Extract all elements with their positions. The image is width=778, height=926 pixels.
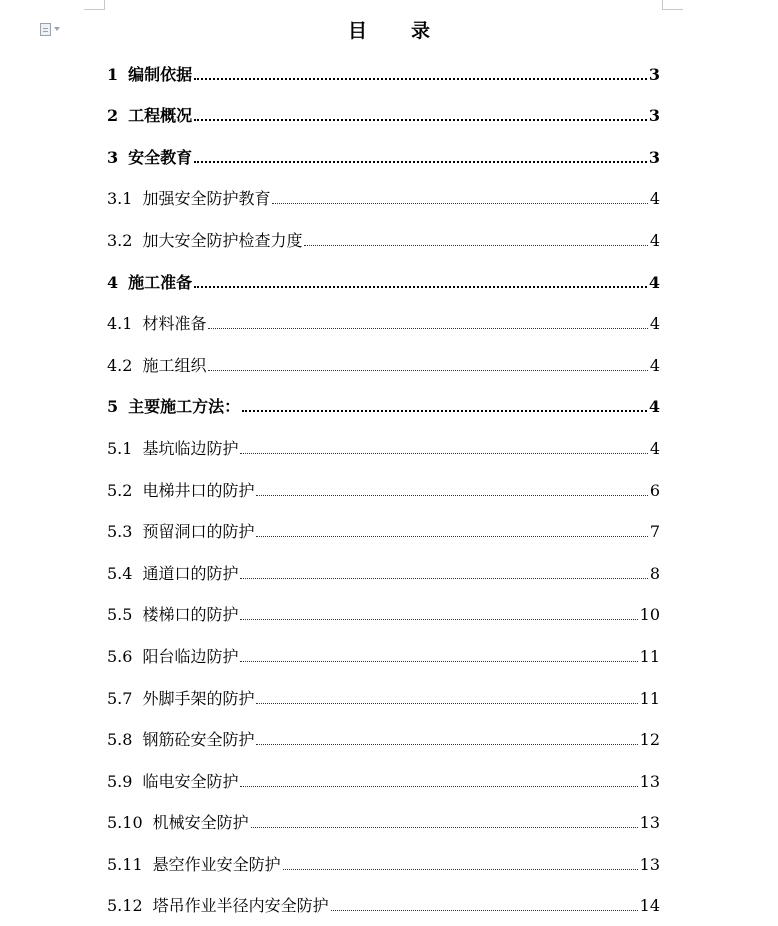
toc-entry[interactable] [107,757,660,799]
toc-entry-title: 悬空作业安全防护 [152,854,281,874]
toc-dot-leader [256,495,647,496]
toc-entry[interactable] [107,508,660,550]
toc-entry[interactable] [107,716,660,758]
toc-entry-number: 5.10 [107,813,143,833]
toc-entry-title: 施工准备 [128,272,193,292]
toc-entry-page: 4 [649,355,660,375]
toc-entry-title: 加强安全防护教育 [142,189,271,209]
toc-entry-page: 4 [648,272,660,292]
toc-entry-title: 临电安全防护 [142,771,239,791]
toc-entry[interactable] [107,258,660,300]
toc-dot-leader [272,203,647,204]
toc-dot-leader [208,328,647,329]
toc-entry-number: 5.5 [107,605,133,625]
toc-entry-page: 12 [639,730,660,750]
toc-dot-leader [194,161,647,163]
toc-entry-number: 5.4 [107,563,133,583]
toc-entry-number: 5.7 [107,688,133,708]
toc-entry-title: 楼梯口的防护 [142,605,239,625]
toc-dot-leader [240,453,647,454]
toc-entry-number: 3 [107,147,119,167]
toc-entry-page: 7 [649,522,660,542]
toc-dot-leader [240,578,647,579]
toc-entry-title: 加大安全防护检查力度 [142,230,303,250]
toc-entry-page: 11 [639,646,660,666]
toc-entry-number: 5.1 [107,438,133,458]
toc-dot-leader [256,703,637,704]
toc-dot-leader [283,869,638,870]
toc-entry[interactable] [107,175,660,217]
toc-entry-title: 塔吊作业半径内安全防护 [152,896,329,916]
toc-entry-number: 5.12 [107,896,143,916]
toc-entry-title: 阳台临边防护 [142,646,239,666]
toc-dot-leader [331,910,638,911]
toc-entry-number: 5.6 [107,646,133,666]
toc-entry[interactable] [107,424,660,466]
toc-entry[interactable] [107,674,660,716]
toc-dot-leader [256,744,637,745]
toc-entry-number: 3.2 [107,230,133,250]
toc-entry-page: 10 [639,605,660,625]
toc-entry-title: 基坑临边防护 [142,438,239,458]
toc-entry-page: 4 [649,230,660,250]
page-title [0,16,778,43]
toc-entry-page: 13 [639,813,660,833]
toc-entry-page: 3 [648,147,660,167]
toc-entry-title: 材料准备 [142,314,207,334]
toc-entry-page: 4 [649,438,660,458]
toc-entry-title: 机械安全防护 [152,813,249,833]
toc-entry[interactable] [107,300,660,342]
toc-entry-page: 13 [639,854,660,874]
toc-dot-leader [304,245,647,246]
toc-entry[interactable] [107,840,660,882]
toc-dot-leader [256,536,647,537]
toc-entry[interactable] [107,383,660,425]
toc-entry-number: 5 [107,397,119,417]
title-char-2: 录 [411,20,431,42]
toc-entry-title: 外脚手架的防护 [142,688,255,708]
toc-entry[interactable] [107,882,660,924]
toc-dot-leader [251,827,638,828]
toc-dot-leader [194,78,647,80]
toc-entry-number: 5.3 [107,522,133,542]
toc-entry-title: 预留洞口的防护 [142,522,255,542]
toc-entry-page: 3 [648,106,660,126]
title-char-1: 目 [347,20,367,42]
toc-entry[interactable] [107,549,660,591]
toc-entry-number: 4 [107,272,119,292]
toc-entry-page: 14 [639,896,660,916]
toc-entry[interactable] [107,92,660,134]
toc-entry[interactable] [107,466,660,508]
toc-entry-page: 4 [648,397,660,417]
toc-dot-leader [194,286,647,288]
toc-entry-title: 通道口的防护 [142,563,239,583]
toc-entry-number: 1 [107,64,119,84]
table-of-contents [107,50,660,923]
toc-entry-page: 8 [649,563,660,583]
toc-entry[interactable] [107,216,660,258]
toc-entry-title: 电梯井口的防护 [142,480,255,500]
toc-entry[interactable] [107,50,660,92]
toc-entry-number: 5.2 [107,480,133,500]
toc-entry-page: 11 [639,688,660,708]
toc-entry-number: 5.11 [107,854,143,874]
toc-entry-title: 工程概况 [128,106,193,126]
toc-entry-page: 4 [649,189,660,209]
toc-entry-number: 5.9 [107,771,133,791]
toc-entry[interactable] [107,341,660,383]
toc-dot-leader [240,661,637,662]
toc-entry-title: 主要施工方法： [128,397,241,417]
toc-entry[interactable] [107,591,660,633]
toc-dot-leader [240,786,637,787]
toc-entry-page: 13 [639,771,660,791]
toc-entry[interactable] [107,133,660,175]
toc-entry-title: 安全教育 [128,147,193,167]
toc-entry-number: 3.1 [107,189,133,209]
crop-mark-top-right [662,0,683,10]
toc-entry-number: 4.2 [107,355,133,375]
toc-entry-title: 钢筋砼安全防护 [142,730,255,750]
toc-entry[interactable] [107,632,660,674]
crop-mark-top-left [84,0,105,10]
toc-dot-leader [194,119,647,121]
toc-entry-page: 4 [649,314,660,334]
toc-entry-page: 6 [649,480,660,500]
toc-entry-page: 3 [648,64,660,84]
toc-dot-leader [240,619,637,620]
toc-entry-title: 编制依据 [128,64,193,84]
toc-dot-leader [242,410,647,412]
toc-entry-number: 4.1 [107,314,133,334]
toc-entry[interactable] [107,799,660,841]
toc-entry-title: 施工组织 [142,355,207,375]
toc-dot-leader [208,370,647,371]
toc-entry-number: 2 [107,106,119,126]
toc-entry-number: 5.8 [107,730,133,750]
